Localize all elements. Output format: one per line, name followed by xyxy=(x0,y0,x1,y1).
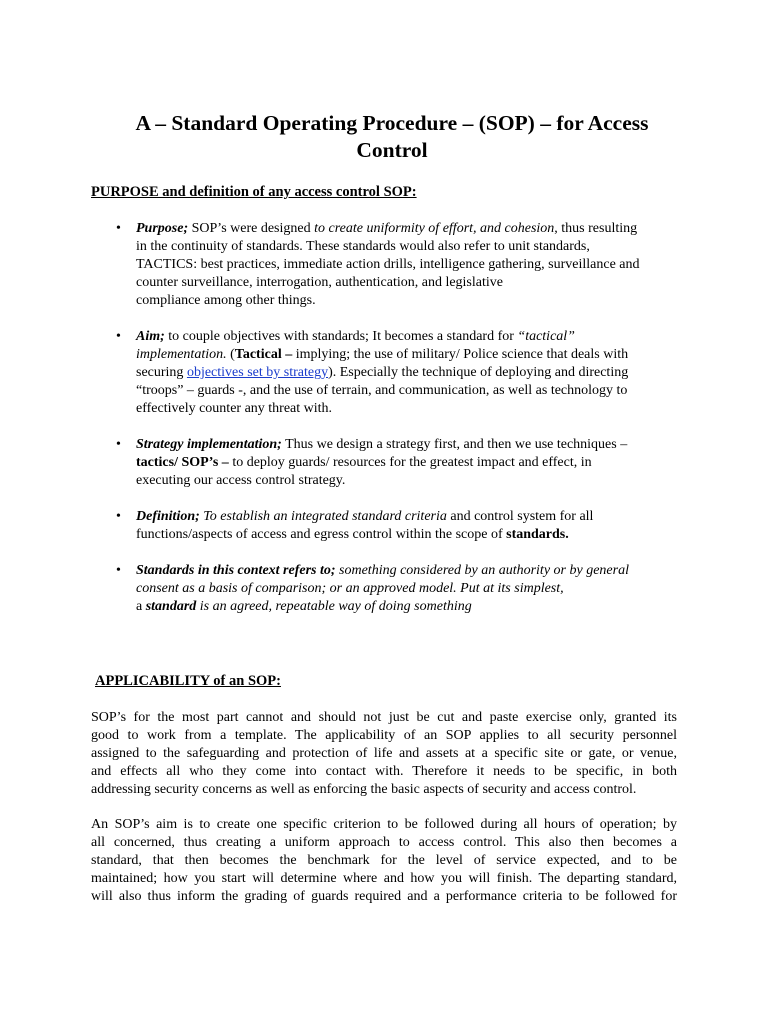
text-span: implying; the use of military/ Police science that deals with xyxy=(292,347,629,362)
paragraph-line: An SOP’s aim is to create one specific criterion to be followed during all hours of operation; by xyxy=(91,817,677,832)
emphasis-span: is an agreed, repeatable way of doing something xyxy=(196,599,472,614)
emphasis-span: “tactical” xyxy=(517,329,575,344)
paragraph-line: assigned to the safeguarding and protection of life and assets at a specific site or gate, or venue, xyxy=(91,746,677,761)
bold-span: Tactical – xyxy=(234,347,293,362)
emphasis-span: to create uniformity of effort, and cohesion xyxy=(314,221,555,236)
bullet-dot-icon: • xyxy=(116,563,121,578)
page-title-line-1: A – Standard Operating Procedure – (SOP) – for Access xyxy=(135,111,649,135)
page-title-line-2: Control xyxy=(356,138,428,162)
text-span: a xyxy=(136,599,146,614)
paragraph-line: addressing security concerns as well as enforcing the basic aspects of security and access control. xyxy=(91,782,637,797)
text-span: ). Especially the technique of deploying and directing xyxy=(328,365,629,380)
emphasis-span: implementation. xyxy=(136,347,227,362)
text-span: securing xyxy=(136,365,187,380)
text-line: executing our access control strategy. xyxy=(136,473,346,488)
applicability-heading: APPLICABILITY of an SOP: xyxy=(95,673,281,689)
emphasis-span: consent as a basis of comparison; or an approved model. Put at its simplest, xyxy=(136,581,564,596)
applicability-paragraph-2 xyxy=(91,816,677,906)
paragraph-line: and effects all who they come into contact with. Therefore it needs to be specific, in both xyxy=(91,764,677,779)
bullet-aim xyxy=(92,328,692,418)
definition-bullet-list xyxy=(92,220,692,616)
page-title xyxy=(92,110,692,164)
text-span: , thus resulting xyxy=(554,221,638,236)
bullet-term: Purpose; xyxy=(136,221,189,236)
bold-span: standards. xyxy=(506,527,569,542)
text-line xyxy=(136,508,692,526)
purpose-heading: PURPOSE and definition of any access control SOP: xyxy=(91,184,417,200)
paragraph-line: maintained; how you start will determine where and how you will finish. The departing standard, xyxy=(91,871,677,886)
bullet-term: Definition; xyxy=(136,509,200,524)
bullet-purpose xyxy=(92,220,692,310)
text-span: and control system for all xyxy=(446,509,594,524)
bullet-dot-icon: • xyxy=(116,509,121,524)
text-line: counter surveillance, interrogation, authentication, and legislative xyxy=(136,275,503,290)
objectives-link[interactable]: objectives set by strategy xyxy=(186,365,329,380)
bullet-strategy xyxy=(92,436,692,490)
text-line xyxy=(136,580,692,598)
text-line xyxy=(136,526,692,544)
text-line xyxy=(136,220,692,238)
text-line xyxy=(136,598,692,616)
text-span: to deploy guards/ resources for the greatest impact and effect, in xyxy=(228,455,592,470)
text-line xyxy=(136,562,692,580)
paragraph-line: will also thus inform the grading of guards required and a performance criteria to be followed for xyxy=(91,889,677,904)
text-line: effectively counter any threat with. xyxy=(136,401,333,416)
text-line: in the continuity of standards. These standards would also refer to unit standards, xyxy=(136,239,590,254)
text-line xyxy=(136,364,692,382)
bullet-standards xyxy=(92,562,692,616)
text-line: compliance among other things. xyxy=(136,293,316,308)
bold-emphasis-span: standard xyxy=(145,599,197,614)
paragraph-line: SOP’s for the most part cannot and should not just be cut and paste exercise only, granted its xyxy=(91,710,677,725)
bullet-term: Strategy implementation; xyxy=(136,437,282,452)
text-span: ( xyxy=(226,347,235,362)
text-span: functions/aspects of access and egress control within the scope of xyxy=(136,527,507,542)
text-line xyxy=(136,328,692,346)
text-line xyxy=(136,436,692,454)
emphasis-span: To establish an integrated standard criteria xyxy=(199,509,447,524)
bullet-definition xyxy=(92,508,692,544)
applicability-paragraph-1 xyxy=(91,709,677,799)
text-line: “troops” – guards -, and the use of terrain, and communication, as well as technology to xyxy=(136,383,628,398)
text-line xyxy=(136,454,692,472)
bullet-dot-icon: • xyxy=(116,221,121,236)
text-line xyxy=(136,346,692,364)
text-span: to couple objectives with standards; It becomes a standard for xyxy=(164,329,518,344)
paragraph-line: all concerned, thus creating a uniform approach to access control. This also then becomes a xyxy=(91,835,677,850)
bullet-dot-icon: • xyxy=(116,329,121,344)
text-line: TACTICS: best practices, immediate action drills, intelligence gathering, surveillance and xyxy=(136,257,640,272)
paragraph-line: standard, that then becomes the benchmark for the level of service expected, and to be xyxy=(91,853,677,868)
text-span: SOP’s were designed xyxy=(188,221,315,236)
bold-span: tactics/ SOP’s – xyxy=(136,455,229,470)
bullet-term: Aim; xyxy=(136,329,165,344)
paragraph-line: good to work from a template. The applicability of an SOP applies to all security personnel xyxy=(91,728,677,743)
text-span: Thus we design a strategy first, and then we use techniques – xyxy=(281,437,628,452)
bullet-dot-icon: • xyxy=(116,437,121,452)
emphasis-span: something considered by an authority or by general xyxy=(335,563,629,578)
bullet-term: Standards in this context refers to; xyxy=(136,563,336,578)
